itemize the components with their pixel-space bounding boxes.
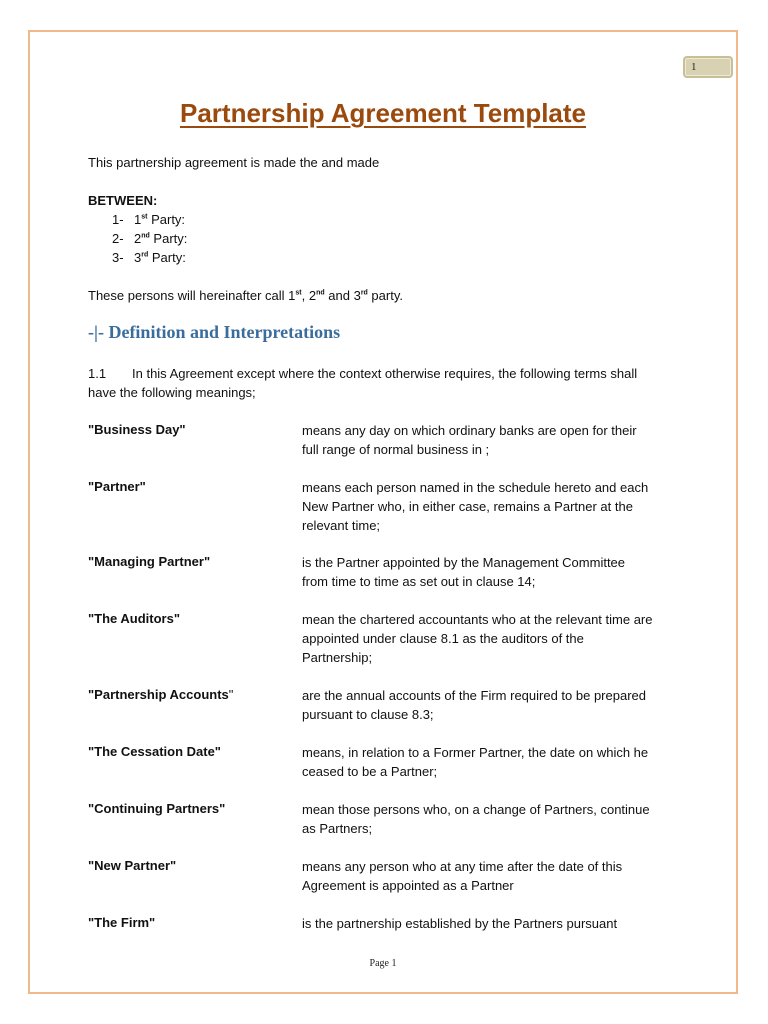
definition-line: ceased to be a Partner;: [302, 764, 438, 779]
party-label: Party:: [153, 231, 188, 246]
definition-line: Partnership;: [302, 650, 373, 665]
ordinal-suffix: st: [295, 289, 302, 297]
definition-line: New Partner who, in either case, remains a Partner at the: [302, 499, 633, 514]
document-title: Partnership Agreement Template: [180, 98, 586, 128]
definition-line: full range of normal business in ;: [302, 442, 490, 457]
definition-text: [302, 857, 682, 895]
definition-text: [302, 743, 682, 781]
definition-line: relevant time;: [302, 518, 381, 533]
definition-text: [302, 914, 682, 933]
definition-line: as Partners;: [302, 821, 373, 836]
definition-term: "The Cessation Date": [88, 744, 221, 759]
hereinafter-prefix: These persons will hereinafter call 1: [88, 288, 296, 303]
definition-line: are the annual accounts of the Firm required to be prepared: [302, 688, 646, 703]
definition-term: "Continuing Partners": [88, 801, 226, 816]
definition-term: "Managing Partner": [88, 554, 211, 569]
definition-line: mean the chartered accountants who at the relevant time are: [302, 612, 653, 627]
ordinal-suffix: rd: [360, 289, 368, 297]
definition-text: [302, 421, 682, 459]
definition-term-text: "Partnership Accounts: [88, 687, 229, 702]
party-number: 1-: [112, 212, 124, 227]
definition-line: Agreement is appointed as a Partner: [302, 878, 514, 893]
definition-line: is the partnership established by the Partners pursuant: [302, 916, 618, 931]
party-number: 3-: [112, 250, 124, 265]
hereinafter-suffix: party.: [367, 288, 403, 303]
definition-text: [302, 800, 682, 838]
definition-line: mean those persons who, on a change of Partners, continue: [302, 802, 650, 817]
clause-line-2: have the following meanings;: [88, 385, 256, 400]
clause-text: In this Agreement except where the context otherwise requires, the following terms shall: [132, 366, 638, 381]
intro-text: This partnership agreement is made the and made: [88, 155, 380, 170]
party-ordinal-suffix: st: [141, 213, 148, 221]
definition-term: [88, 687, 233, 702]
definition-term: "Partner": [88, 479, 146, 494]
party-line-1: [112, 210, 185, 229]
ordinal-suffix: nd: [316, 289, 325, 297]
party-ordinal-suffix: rd: [141, 251, 149, 259]
party-number: 2-: [112, 231, 124, 246]
definition-line: appointed under clause 8.1 as the auditors of the: [302, 631, 584, 646]
section-heading: -|- Definition and Interpretations: [88, 322, 341, 342]
document-page: [28, 30, 738, 994]
definition-line: means any person who at any time after the date of this: [302, 859, 623, 874]
definition-line: is the Partner appointed by the Management Committee: [302, 555, 626, 570]
definition-text: [302, 478, 682, 535]
definition-term-quote: ": [228, 687, 234, 702]
definition-line: means, in relation to a Former Partner, the date on which he: [302, 745, 649, 760]
definition-text: [302, 553, 682, 591]
definition-term: "The Firm": [88, 915, 156, 930]
clause-line-1: [88, 364, 637, 383]
hereinafter-mid: and 3: [324, 288, 361, 303]
party-label: Party:: [151, 250, 186, 265]
definition-line: means each person named in the schedule hereto and each: [302, 480, 649, 495]
definition-text: [302, 686, 682, 724]
definition-line: means any day on which ordinary banks are open for their: [302, 423, 637, 438]
page-number-badge: 1: [683, 56, 733, 78]
party-line-3: [112, 248, 186, 267]
party-ordinal: 2: [134, 231, 142, 246]
definition-line: from time to time as set out in clause 14;: [302, 574, 536, 589]
definition-term: "The Auditors": [88, 611, 181, 626]
hereinafter-text: [88, 286, 403, 305]
definition-term: "New Partner": [88, 858, 177, 873]
party-line-2: [112, 229, 187, 248]
party-label: Party:: [151, 212, 186, 227]
party-ordinal: 1: [134, 212, 142, 227]
between-label: BETWEEN:: [88, 193, 158, 208]
page-footer: Page 1: [369, 958, 397, 969]
definition-line: pursuant to clause 8.3;: [302, 707, 434, 722]
party-ordinal: 3: [134, 250, 142, 265]
definition-text: [302, 610, 682, 667]
party-ordinal-suffix: nd: [141, 232, 150, 240]
clause-number: 1.1: [88, 366, 107, 381]
hereinafter-mid: , 2: [301, 288, 317, 303]
definition-term: "Business Day": [88, 422, 186, 437]
